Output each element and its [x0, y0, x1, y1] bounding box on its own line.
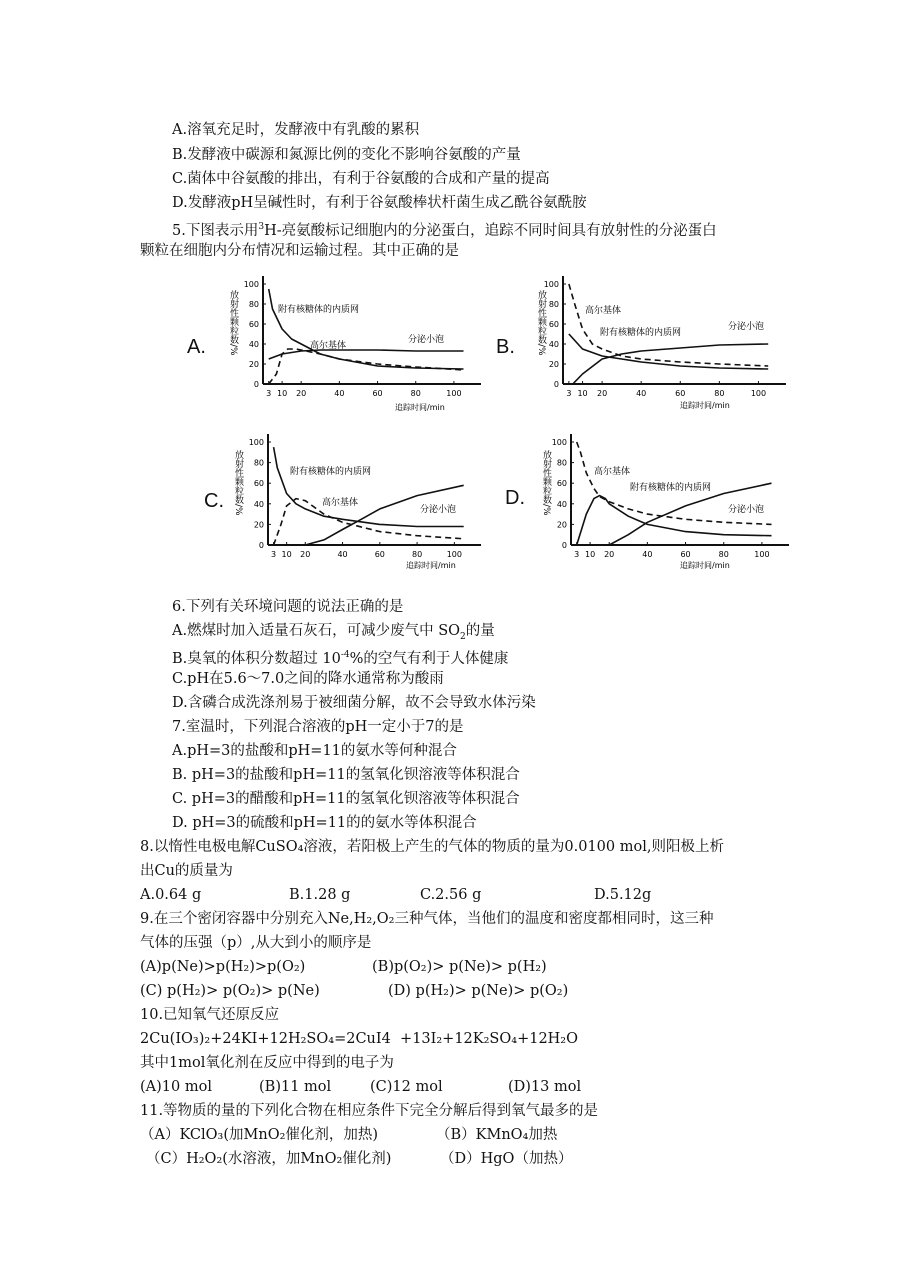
- chart-d-y-tick-label: 0: [561, 541, 567, 550]
- chart-b-x-tick-label: 3: [566, 389, 572, 398]
- chart-d-y-tick-label: 80: [556, 458, 567, 468]
- chart-c-x-tick-label: 80: [411, 550, 423, 559]
- chart-d-y-tick-label: 60: [556, 479, 567, 489]
- chart-c-y-tick-label: 20: [253, 520, 264, 530]
- chart-d-x-tick-label: 100: [754, 550, 770, 559]
- chart-a-y-tick-label: 100: [243, 280, 259, 289]
- chart-d-series-label: 附有核糖体的内质网: [630, 483, 712, 493]
- chart-c-y-tick-label: 40: [253, 499, 264, 509]
- chart-b-x-axis-label: 追踪时间/min: [680, 401, 730, 410]
- q6-option-b: B.臭氧的体积分数超过 $10^{-4}\%$的空气有利于人体健康: [172, 650, 509, 667]
- q7-option-c: C. pH=3的醋酸和pH=11的氢氧化钡溶液等体积混合: [172, 791, 520, 807]
- chart-a-x-tick-label: 80: [410, 389, 421, 398]
- chart-b-y-axis-label: 放射性颗粒数/%: [536, 290, 546, 356]
- chart-b-x-tick-label: 100: [750, 389, 767, 398]
- chart-b-x-tick-label: 80: [714, 389, 725, 398]
- q4-option-c: C.菌体中谷氨酸的排出，有利于谷氨酸的合成和产量的提高: [172, 171, 550, 187]
- chart-b-series-line: [569, 334, 768, 369]
- q8-option-d: D.5.12g: [594, 887, 652, 903]
- chart-c-y-tick-label: 0: [258, 541, 264, 550]
- chart-b-series-line: [573, 344, 768, 384]
- chart-d-x-tick-label: 60: [680, 550, 691, 559]
- chart-a-y-tick-label: 80: [248, 300, 259, 309]
- chart-d-y-tick-label: 20: [556, 520, 567, 530]
- q8-stem-line2: 出Cu的质量为: [140, 863, 233, 879]
- q8-option-c: C.2.56 g: [420, 887, 482, 903]
- chart-a-y-tick-label: 20: [248, 360, 259, 369]
- chart-c-panel-label: C.: [204, 490, 224, 512]
- chart-d-x-tick-label: 3: [574, 550, 580, 559]
- q6-option-d: D.含磷合成洗涤剂易于被细菌分解，故不会导致水体污染: [172, 695, 536, 711]
- q9-stem-line1: 9.在三个密闭容器中分别充入Ne,H₂,O₂三种气体，当他们的温度和密度都相同时，这三种: [140, 911, 714, 927]
- chart-b-x-tick-label: 10: [577, 389, 588, 398]
- q11-option-d: （D）HgO（加热）: [440, 1151, 573, 1167]
- chart-d-y-tick-label: 100: [551, 438, 567, 447]
- chart-d-x-axis-label: 追踪时间/min: [680, 561, 730, 570]
- q10-stem: 10.已知氧气还原反应: [140, 1007, 280, 1023]
- q10-option-d: (D)13 mol: [508, 1079, 582, 1095]
- q4-option-a: A.溶氧充足时，发酵液中有乳酸的累积: [172, 122, 420, 138]
- chart-a-x-tick-label: 3: [266, 389, 272, 398]
- chart-d-panel-label: D.: [505, 487, 525, 509]
- chart-a-y-tick-label: 40: [248, 340, 259, 349]
- chart-c-y-tick-label: 100: [248, 438, 264, 447]
- chart-a-series-label: 高尔基体: [310, 341, 347, 351]
- chart-a-x-tick-label: 100: [446, 389, 462, 398]
- chart-a-y-axis-label: 放射性颗粒数/%: [228, 290, 238, 356]
- q7-option-b: B. pH=3的盐酸和pH=11的氢氧化钡溶液等体积混合: [172, 767, 520, 783]
- chart-d-y-tick-label: 40: [556, 499, 567, 509]
- chart-a-x-axis-label: 追踪时间/min: [395, 403, 445, 412]
- chart-b-y-tick-label: 60: [548, 320, 559, 329]
- chart-c-x-tick-label: 40: [337, 550, 348, 559]
- chart-d-series-line: [609, 483, 771, 545]
- chart-a-x-tick-label: 10: [276, 389, 288, 398]
- q8-option-b: B.1.28 g: [289, 887, 351, 903]
- q9-option-d: (D) p(H₂)> p(Ne)> p(O₂): [388, 983, 569, 999]
- chart-b-y-tick-label: 100: [543, 280, 559, 289]
- q9-stem-line2: 气体的压强（p）,从大到小的顺序是: [140, 935, 372, 951]
- q8-option-a: A.0.64 g: [140, 887, 202, 903]
- chart-c-x-tick-label: 20: [300, 550, 311, 559]
- chart-d-series-label: 高尔基体: [594, 467, 631, 477]
- q11-option-b: （B）KMnO₄加热: [436, 1127, 558, 1143]
- q11-stem: 11.等物质的量的下列化合物在相应条件下完全分解后得到氧气最多的是: [140, 1103, 599, 1119]
- chart-d-x-tick-label: 80: [718, 550, 729, 559]
- chart-b-x-tick-label: 20: [596, 389, 608, 398]
- q6-option-a: A.燃煤时加入适量石灰石，可减少废气中 $SO_2$的量: [172, 623, 495, 642]
- chart-d-x-tick-label: 40: [642, 550, 653, 559]
- q9-option-b: (B)p(O₂)> p(Ne)> p(H₂): [372, 959, 547, 975]
- chart-c-series-label: 分泌小泡: [420, 505, 457, 515]
- chart-d-series-label: 分泌小泡: [728, 505, 765, 515]
- chart-a-series-line: [269, 289, 464, 369]
- chart-b-x-tick-label: 40: [636, 389, 647, 398]
- q5-stem-line2: 颗粒在细胞内分布情况和运输过程。其中正确的是: [140, 243, 459, 259]
- q10-option-b: (B)11 mol: [259, 1079, 332, 1095]
- chart-c-x-axis-label: 追踪时间/min: [406, 561, 456, 570]
- chart-a-y-tick-label: 60: [248, 320, 259, 329]
- chart-b-y-tick-label: 80: [548, 300, 559, 309]
- chart-a-series-label: 分泌小泡: [408, 335, 445, 345]
- chart-c-y-axis-label: 放射性颗粒数/%: [233, 450, 243, 516]
- chart-c-y-tick-label: 60: [253, 479, 264, 489]
- chart-a-y-tick-label: 0: [253, 380, 259, 389]
- chart-d-series-line: [577, 442, 772, 524]
- chart-b-y-tick-label: 40: [548, 340, 559, 349]
- chart-c-x-tick-label: 100: [446, 550, 463, 559]
- q11-option-c: （C）H₂O₂(水溶液，加MnO₂催化剂): [146, 1151, 392, 1167]
- q11-option-a: （A）KClO₃(加MnO₂催化剂，加热): [140, 1127, 379, 1143]
- chart-b-series-label: 分泌小泡: [728, 322, 765, 332]
- chart-b-x-tick-label: 60: [675, 389, 686, 398]
- q9-option-a: (A)p(Ne)>p(H₂)>p(O₂): [140, 959, 306, 975]
- chart-c-series-line: [274, 447, 464, 526]
- chart-c-y-tick-label: 80: [253, 458, 264, 468]
- chart-b-series-label: 高尔基体: [585, 306, 622, 316]
- q4-option-b: B.发酵液中碳源和氮源比例的变化不影响谷氨酸的产量: [172, 147, 521, 163]
- q9-option-c: (C) p(H₂)> p(O₂)> p(Ne): [140, 983, 320, 999]
- q7-stem: 7.室温时，下列混合溶液的pH一定小于7的是: [172, 719, 464, 735]
- chart-c-series-label: 高尔基体: [322, 498, 359, 508]
- chart-a-x-tick-label: 40: [334, 389, 345, 398]
- q7-option-d: D. pH=3的硫酸和pH=11的的氨水等体积混合: [172, 815, 477, 831]
- chart-a-x-tick-label: 20: [296, 389, 307, 398]
- q6-stem: 6.下列有关环境问题的说法正确的是: [172, 599, 404, 615]
- chart-b-series-label: 附有核糖体的内质网: [600, 328, 682, 338]
- q10-equation: 2Cu(IO₃)₂+24KI+12H₂SO₄=2CuI4 +13I₂+12K₂SO₄+12H₂O: [140, 1031, 579, 1047]
- q10-option-a: (A)10 mol: [140, 1079, 212, 1095]
- q5-stem-line1: 5.下图表示用$^3$H-亮氨酸标记细胞内的分泌蛋白，追踪不同时间具有放射性的分泌蛋白: [172, 222, 717, 239]
- chart-c-series-line: [305, 485, 463, 545]
- chart-c-x-tick-label: 3: [271, 550, 277, 559]
- q6-option-c: C.pH在5.6～7.0之间的降水通常称为酸雨: [172, 671, 444, 687]
- q8-stem-line1: 8.以惰性电极电解CuSO₄溶液，若阳极上产生的气体的物质的量为0.0100 mol,则阳极上析: [140, 839, 724, 855]
- chart-a-panel-label: A.: [187, 336, 206, 358]
- chart-d-y-axis-label: 放射性颗粒数/%: [541, 450, 551, 516]
- chart-d-x-tick-label: 10: [584, 550, 596, 559]
- chart-a-series-line: [269, 349, 464, 384]
- q10-question: 其中1mol氧化剂在反应中得到的电子为: [140, 1055, 394, 1071]
- chart-c-x-tick-label: 10: [281, 550, 292, 559]
- chart-d-series-line: [577, 496, 772, 545]
- chart-c-series-line: [274, 499, 464, 545]
- chart-b-panel-label: B.: [496, 336, 515, 358]
- q7-option-a: A.pH=3的盐酸和pH=11的氨水等何种混合: [172, 743, 457, 759]
- chart-a-series-label: 附有核糖体的内质网: [278, 305, 360, 315]
- chart-a-series-line: [269, 350, 464, 359]
- q10-option-c: (C)12 mol: [370, 1079, 443, 1095]
- chart-d-x-tick-label: 20: [604, 550, 615, 559]
- q4-option-d: D.发酵液pH呈碱性时，有利于谷氨酸棒状杆菌生成乙酰谷氨酰胺: [172, 195, 587, 211]
- chart-b-y-tick-label: 0: [553, 380, 559, 389]
- chart-c-x-tick-label: 60: [374, 550, 385, 559]
- chart-b-series-line: [569, 284, 768, 366]
- chart-c-series-label: 附有核糖体的内质网: [290, 467, 372, 477]
- chart-a-x-tick-label: 60: [372, 389, 383, 398]
- chart-b-y-tick-label: 20: [548, 360, 559, 369]
